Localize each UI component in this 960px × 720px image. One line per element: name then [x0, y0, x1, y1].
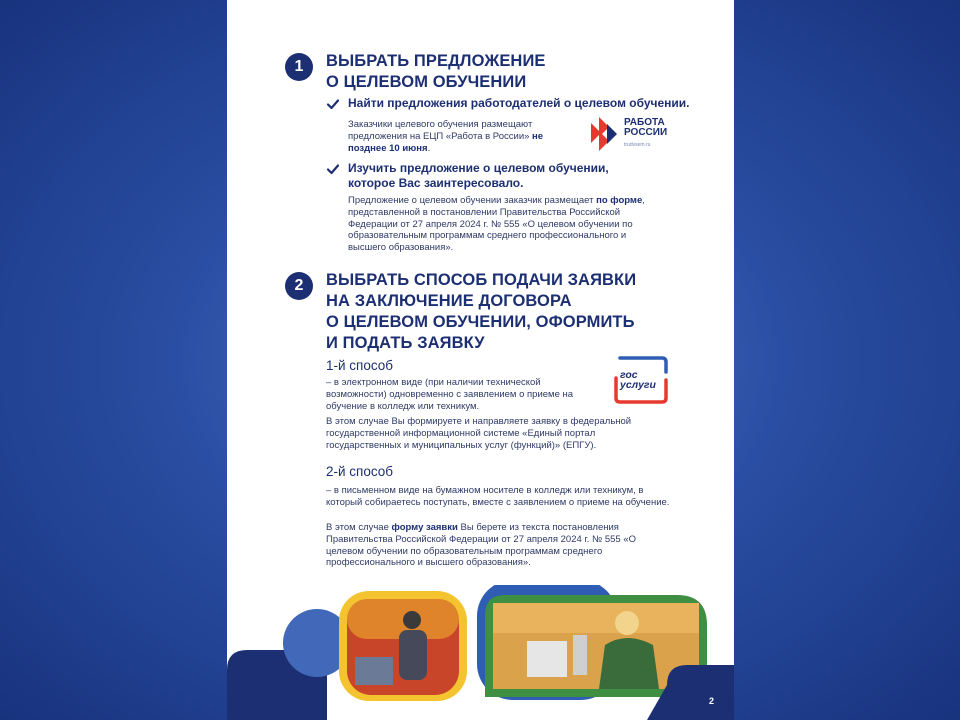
gosuslugi-logo-text: гос услуги: [620, 369, 656, 391]
microscope: [527, 641, 567, 677]
microscope-photo-bg: [493, 603, 699, 633]
document-page: [227, 0, 734, 720]
rabota-rossii-logo: [589, 117, 667, 151]
step-2-number: 2: [285, 272, 313, 300]
method-2-text-2: В этом случае форму заявки Вы берете из текста постановления Правительства Российской Федерации от 27 апреля 2024 г. № 555 «О целевом обучении по образовательным программам среднего профессионального и высшего образования».: [326, 522, 636, 569]
step-1-title: ВЫБРАТЬ ПРЕДЛОЖЕНИЕ О ЦЕЛЕВОМ ОБУЧЕНИИ: [326, 52, 546, 91]
rabota-rossii-logo-icon: [589, 117, 619, 151]
step-1-item-2-note: Предложение о целевом обучении заказчик размещает по форме, представленной в постановлении Правительства Российской Федерации от 27 апреля 2024 г. № 555 «О целевом обучении по образовательным программам среднего профессионального и высшего образования».: [348, 195, 645, 254]
step-1-item-1-text: Найти предложения работодателей о целевом обучении.: [348, 96, 690, 110]
step-1-item-1: [326, 96, 690, 111]
step-2-title: ВЫБРАТЬ СПОСОБ ПОДАЧИ ЗАЯВКИ НА ЗАКЛЮЧЕНИЕ ДОГОВОРА О ЦЕЛЕВОМ ОБУЧЕНИИ, ОФОРМИТЬ И ПОДАТЬ ЗАЯВКУ: [326, 271, 637, 352]
welder-figure-head: [403, 611, 421, 629]
method-1-text: – в электронном виде (при наличии технической возможности) одновременно с заявлением о приеме на обучение в колледж или техникум.: [326, 377, 574, 412]
student-head: [615, 611, 639, 635]
method-1-title: 1-й способ: [326, 358, 394, 373]
checkmark-icon: [326, 162, 340, 176]
gosuslugi-logo: [612, 354, 670, 406]
step-1-number: 1: [285, 53, 313, 81]
method-1-text-2: В этом случае Вы формируете и направляете заявку в федеральной государственной информационной системе «Единый портал государственных и муниципальных услуг (функций)» (ЕПГУ).: [326, 416, 632, 451]
welder-figure-body: [399, 630, 427, 680]
bottom-decoration: [227, 585, 734, 720]
rabota-rossii-logo-text: РАБОТА РОССИИ trudvsem.ru: [624, 116, 668, 148]
step-1-item-2: [326, 161, 609, 191]
page-number: 2: [708, 696, 714, 706]
step-1-item-2-text: Изучить предложение о целевом обучении, которое Вас заинтересовало.: [348, 161, 609, 190]
checkmark-icon: [326, 97, 340, 111]
method-2-title: 2-й способ: [326, 464, 394, 479]
student-body: [599, 638, 659, 689]
method-2-text: – в письменном виде на бумажном носителе в колледж или техникум, в который собираетесь поступать, вместе с заявлением о приеме на обучение.: [326, 485, 670, 508]
step-1-item-1-note: Заказчики целевого обучения размещают предложения на ЕЦП «Работа в России» не позднее 10 июня.: [348, 119, 544, 154]
welder-table: [355, 657, 393, 685]
microscope-2: [573, 635, 587, 675]
